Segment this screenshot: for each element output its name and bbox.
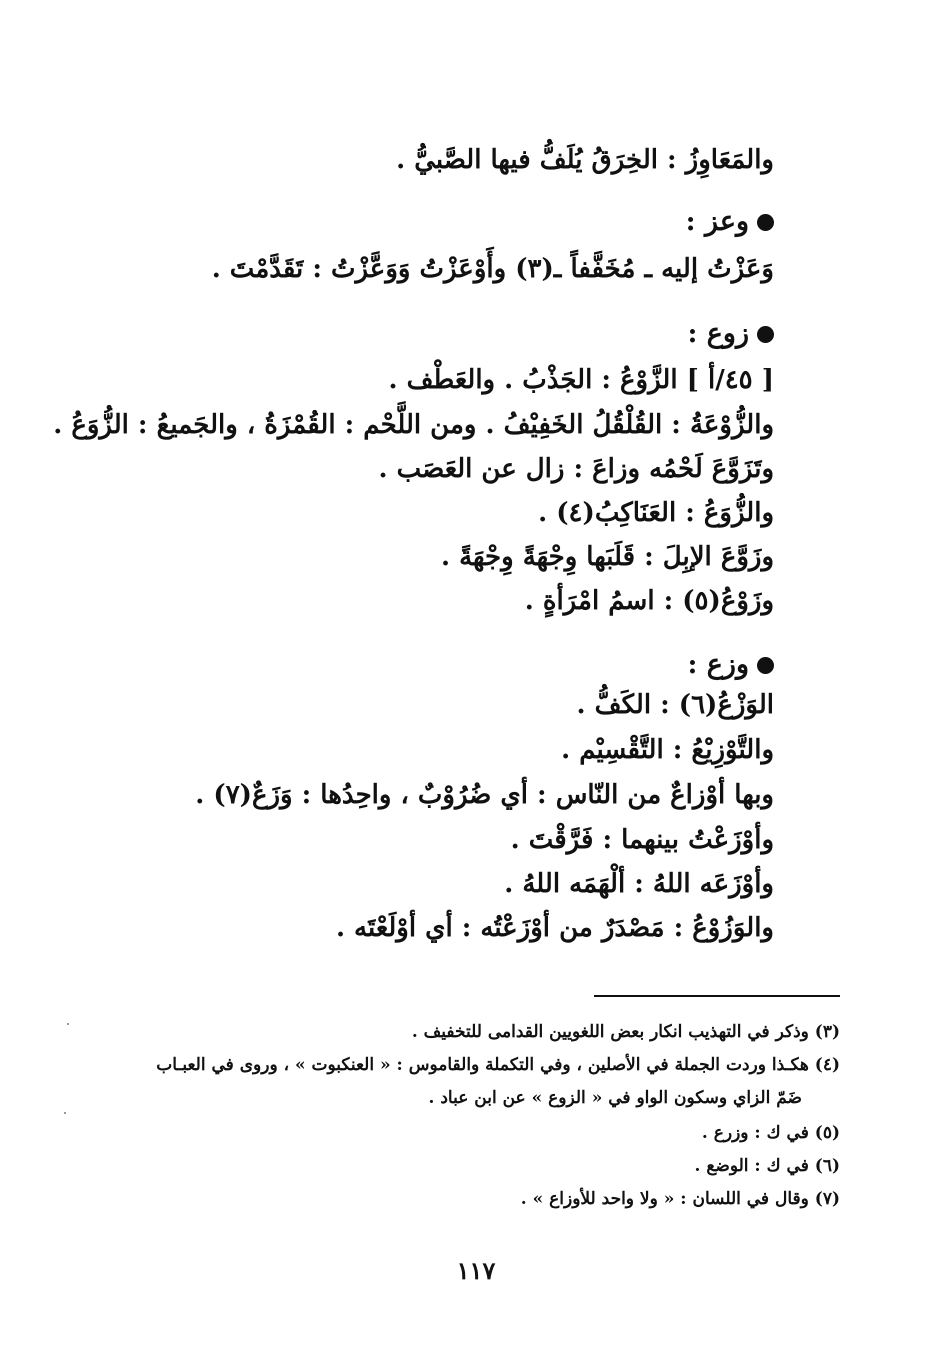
bullet-icon [757, 657, 774, 674]
text-line-waz-kaff: الوَزْعُ(٦) : الكَفُّ . [576, 690, 774, 720]
bullet-icon [757, 326, 774, 343]
text-line-tazawwa: وتَزَوَّعَ لَحْمُه وزاعَ : زال عن العَصَب . [378, 454, 774, 484]
text-line-maawiz: والمَعَاوِزُ : الخِرَقُ يُلَفُّ فيها الصَّبيُّ . [396, 145, 774, 175]
footnote-3: (٣) وذكر في التهذيب انكار بعض اللغويين القدامى للتخفيف . [411, 1022, 840, 1042]
text-line-awzaahu-allah: وأوْزَعَه اللهُ : ألْهَمَه اللهُ . [504, 869, 774, 899]
page-number: ١١٧ [456, 1256, 496, 1285]
entry-heading-label: وزع : [687, 649, 749, 680]
footnote-4-continuation: ضَمّ الزاي وسكون الواو في « الزوع » عن ابن عباد . [428, 1088, 802, 1108]
footnote-5: (٥) في ك : وزرع . [701, 1123, 840, 1143]
footnote-4: (٤) هكـذا وردت الجملة في الأصلين ، وفي التكملة والقاموس : « العنكبوت » ، وروى في العبـاب [156, 1055, 840, 1075]
entry-heading-waz [686, 205, 774, 239]
text-line-wazt: وَعَزْتُ إليه ـ مُخَفَّفاً ـ(٣) وأَوْعَزْتُ وَوَعَّزْتُ : تَقَدَّمْتَ . [211, 254, 774, 284]
text-line-zaw-name: وزَوْعُ(٥) : اسمُ امْرَأةٍ . [524, 586, 774, 616]
entry-heading-label: وعز : [685, 206, 749, 237]
bullet-icon [757, 214, 774, 231]
text-line-zuwa: والزُّوْعَةُ : القُلْقُلُ الخَفِيْفُ . ومن اللَّحْم : القُمْزَةُ ، والجَميعُ : الزُّوَعُ . [53, 410, 774, 440]
entry-heading-zaw [687, 317, 774, 351]
scan-speck [67, 1023, 69, 1025]
entry-heading-waza [687, 648, 774, 682]
footnote-7: (٧) وقال في اللسان : « ولا واحد للأوزاع » . [520, 1189, 840, 1209]
footnote-6: (٦) في ك : الوضع . [694, 1156, 840, 1176]
text-line-tawzi: والتَّوْزِيْعُ : التَّقْسِيْم . [561, 735, 774, 765]
text-line-awzat-baynahuma: وأوْزَعْتُ بينهما : فَرَّقْتَ . [510, 825, 774, 855]
text-line-zawwa-ibil: وزَوَّعَ الإبِلَ : قَلَبَها وِجْهَةً وِجْهَةً . [440, 542, 774, 572]
scan-speck [64, 1112, 66, 1114]
text-line-zaw-jadhb: [ ٤٥/أ ] الزَّوْعُ : الجَذْبُ . والعَطْف . [388, 365, 774, 395]
text-line-awza: وبها أوْزاعٌ من النّاس : أي ضُرُوْبٌ ، واحِدُها : وَزَعٌ(٧) . [195, 780, 774, 810]
footnote-separator [594, 995, 840, 997]
entry-heading-label: زوع : [687, 318, 749, 349]
text-line-anakib: والزُّوَعُ : العَنَاكِبُ(٤) . [538, 498, 774, 528]
text-line-wazu: والوَزُوْعُ : مَصْدَرٌ من أوْزَعْتُه : أي أوْلَعْتَه . [335, 913, 774, 943]
